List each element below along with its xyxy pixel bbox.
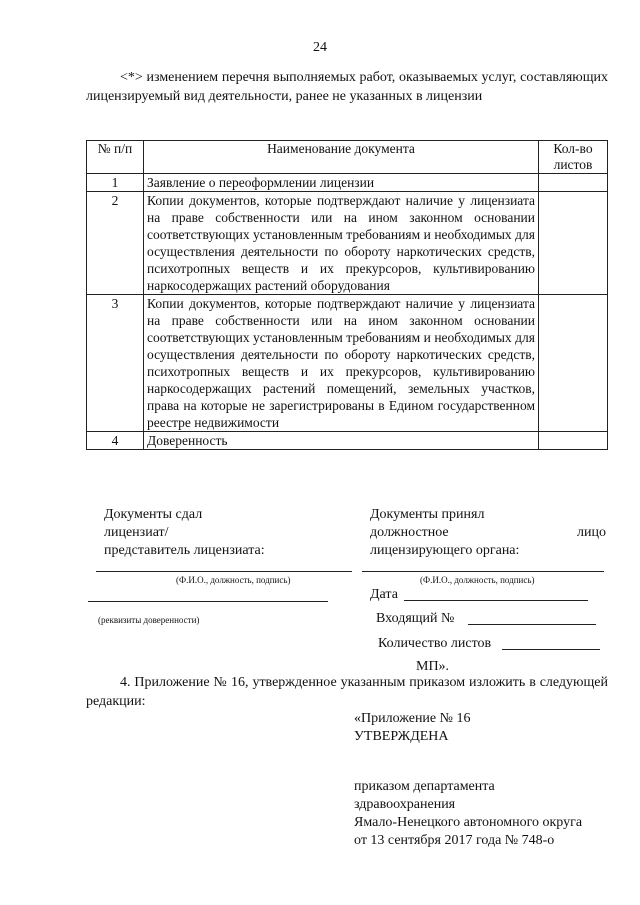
page-number: 24 bbox=[313, 40, 327, 55]
row-num: 3 bbox=[87, 295, 144, 432]
right-signature-line bbox=[362, 571, 604, 572]
table-row bbox=[87, 192, 608, 295]
approval-block bbox=[354, 710, 582, 850]
left-signature-line bbox=[96, 571, 352, 572]
approval-line4: здравоохранения bbox=[354, 797, 456, 812]
approval-line2: УТВЕРЖДЕНА bbox=[354, 729, 449, 744]
stamp-label: МП». bbox=[416, 659, 450, 674]
right-caption-fio: (Ф.И.О., должность, подпись) bbox=[420, 575, 535, 585]
proxy-line bbox=[88, 601, 328, 602]
approval-line1: «Приложение № 16 bbox=[354, 711, 471, 726]
row-name: Копии документов, которые подтверждают наличие у лицензиата на праве собственности или на ином законном основании соответствующих установленным требованиям и необходимых для осуществления деятельности по обороту наркотических средств, психотропных веществ и их прекурсоров, культивированию наркосодержащих растений помещений, земельных участков, права на которые не зарегистрированы в Едином государственном реестре недвижимости bbox=[144, 295, 539, 432]
left-sig-line3: представитель лицензиата: bbox=[104, 543, 265, 558]
row-count bbox=[539, 295, 608, 432]
row-count bbox=[539, 192, 608, 295]
incoming-label: Входящий № bbox=[376, 611, 455, 626]
table-row bbox=[87, 174, 608, 192]
table-header-row bbox=[87, 141, 608, 174]
left-signature-block bbox=[104, 506, 265, 560]
date-label: Дата bbox=[370, 587, 398, 602]
right-sig-line2a: должностное bbox=[370, 525, 449, 540]
left-sig-line1: Документы сдал bbox=[104, 507, 203, 522]
row-count bbox=[539, 174, 608, 192]
header-num: № п/п bbox=[87, 141, 144, 174]
header-name: Наименование документа bbox=[144, 141, 539, 174]
right-signature-block bbox=[370, 506, 606, 560]
approval-line5: Ямало-Ненецкого автономного округа bbox=[354, 815, 583, 830]
approval-line3: приказом департамента bbox=[354, 779, 495, 794]
left-caption-proxy: (реквизиты доверенности) bbox=[98, 615, 200, 625]
right-sig-line1: Документы принял bbox=[370, 507, 485, 522]
row-num: 2 bbox=[87, 192, 144, 295]
intro-paragraph bbox=[86, 68, 608, 106]
row-num: 1 bbox=[87, 174, 144, 192]
paragraph-4: 4. Приложение № 16, утвержденное указанным приказом изложить в следующей редакции: bbox=[86, 675, 608, 709]
header-count: Кол-во листов bbox=[539, 141, 608, 174]
row-name: Копии документов, которые подтверждают наличие у лицензиата на праве собственности или на ином законном основании соответствующих установленным требованиям и необходимых для осуществления деятельности по обороту наркотических средств, психотропных веществ и их прекурсоров, культивированию наркосодержащих растений оборудования bbox=[144, 192, 539, 295]
table-row bbox=[87, 295, 608, 432]
row-name: Доверенность bbox=[144, 432, 539, 450]
left-sig-line2: лицензиат/ bbox=[104, 525, 169, 540]
row-count bbox=[539, 432, 608, 450]
right-sig-line3: лицензирующего органа: bbox=[370, 543, 520, 558]
sheets-line bbox=[502, 649, 600, 650]
date-line bbox=[404, 600, 588, 601]
right-sig-line2 bbox=[370, 524, 606, 542]
row-num: 4 bbox=[87, 432, 144, 450]
table-row bbox=[87, 432, 608, 450]
intro-text: <*> изменением перечня выполняемых работ, оказываемых услуг, составляющих лицензируемый вид деятельности, ранее не указанных в лицензии bbox=[86, 70, 608, 104]
left-caption-fio: (Ф.И.О., должность, подпись) bbox=[176, 575, 291, 585]
right-sig-line2b: лицо bbox=[577, 525, 606, 540]
row-name: Заявление о переоформлении лицензии bbox=[144, 174, 539, 192]
approval-line6: от 13 сентября 2017 года № 748-о bbox=[354, 833, 555, 848]
sheets-label: Количество листов bbox=[378, 636, 492, 651]
documents-table bbox=[86, 140, 608, 450]
incoming-line bbox=[468, 624, 596, 625]
